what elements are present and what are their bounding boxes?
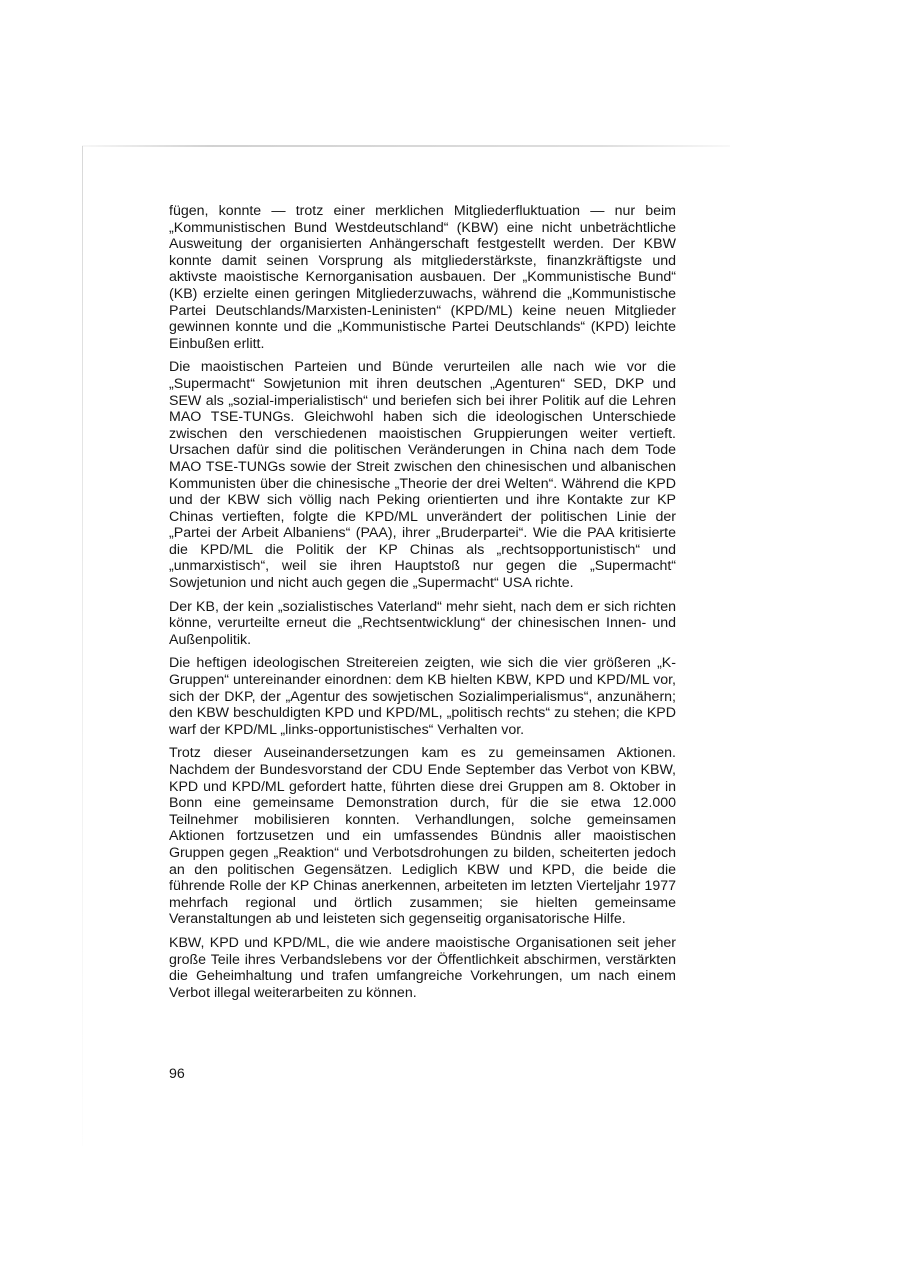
scan-edge-top [82, 145, 730, 147]
paragraph-1: fügen, konnte — trotz einer merklichen Mitgliederfluktuation — nur beim „Kommunistischen Bund Westdeutschland“ (KBW) eine nicht unbeträchtliche Ausweitung der organisierten Anhängerschaft festgestellt werden. Der KBW konnte damit seinen Vorsprung als mitgliederstärkste, finanzkräftigste und aktivste maoistische Kernorganisation ausbauen. Der „Kommunistische Bund“ (KB) erzielte einen geringen Mitgliederzuwachs, während die „Kommunistische Partei Deutschlands/Marxisten-Leninisten“ (KPD/ML) keine neuen Mitglieder gewinnen konnte und die „Kommunistische Partei Deutschlands“ (KPD) leichte Einbußen erlitt. [169, 203, 676, 352]
paragraph-3: Der KB, der kein „sozialistisches Vaterland“ mehr sieht, nach dem er sich richten könne, verurteilte erneut die „Rechtsentwicklung“ der chinesischen Innen- und Außenpolitik. [169, 598, 676, 648]
page-text-body [169, 203, 676, 1008]
paragraph-5: Trotz dieser Auseinandersetzungen kam es zu gemeinsamen Aktionen. Nachdem der Bundesvorstand der CDU Ende September das Verbot von KBW, KPD und KPD/ML gefordert hatte, führten diese drei Gruppen am 8. Oktober in Bonn eine gemeinsame Demonstration durch, für die sie etwa 12.000 Teilnehmer mobilisieren konnten. Verhandlungen, solche gemeinsamen Aktionen fortzusetzen und ein umfassendes Bündnis aller maoistischen Gruppen gegen „Reaktion“ und Verbotsdrohungen zu bilden, scheiterten jedoch an den politischen Gegensätzen. Lediglich KBW und KPD, die beide die führende Rolle der KP Chinas anerkennen, arbeiteten im letzten Vierteljahr 1977 mehrfach regional und örtlich zusammen; sie hielten gemeinsame Veranstaltungen ab und leisteten sich gegenseitig organisatorische Hilfe. [169, 745, 676, 928]
paragraph-4: Die heftigen ideologischen Streitereien zeigten, wie sich die vier größeren „K-Gruppen“ untereinander einordnen: dem KB hielten KBW, KPD und KPD/ML vor, sich der DKP, der „Agentur des sowjetischen Sozialimperialismus“, anzunähern; den KBW beschuldigten KPD und KPD/ML, „politisch rechts“ zu stehen; die KPD warf der KPD/ML „links-opportunistisches“ Verhalten vor. [169, 655, 676, 738]
page-number: 96 [169, 1066, 185, 1082]
scan-edge-left [82, 146, 83, 1146]
paragraph-2: Die maoistischen Parteien und Bünde verurteilen alle nach wie vor die „Supermacht“ Sowjetunion mit ihren deutschen „Agenturen“ SED, DKP und SEW als „sozial-imperialistisch“ und beriefen sich bei ihrer Politik auf die Lehren MAO TSE-TUNGs. Gleichwohl haben sich die ideologischen Unterschiede zwischen den verschiedenen maoistischen Gruppierungen weiter vertieft. Ursachen dafür sind die politischen Veränderungen in China nach dem Tode MAO TSE-TUNGs sowie der Streit zwischen den chinesischen und albanischen Kommunisten über die chinesische „Theorie der drei Welten“. Während die KPD und der KBW sich völlig nach Peking orientierten und ihre Kontakte zur KP Chinas vertieften, folgte die KPD/ML unverändert der politischen Linie der „Partei der Arbeit Albaniens“ (PAA), ihrer „Bruderpartei“. Wie die PAA kritisierte die KPD/ML die Politik der KP Chinas als „rechtsopportunistisch“ und „unmarxistisch“, weil sie ihren Hauptstoß nur gegen die „Supermacht“ Sowjetunion und nicht auch gegen die „Supermacht“ USA richte. [169, 359, 676, 592]
paragraph-6: KBW, KPD und KPD/ML, die wie andere maoistische Organisationen seit jeher große Teile ihres Verbandslebens vor der Öffentlichkeit abschirmen, verstärkten die Geheimhaltung und trafen umfangreiche Vorkehrungen, um nach einem Verbot illegal weiterarbeiten zu können. [169, 934, 676, 1001]
